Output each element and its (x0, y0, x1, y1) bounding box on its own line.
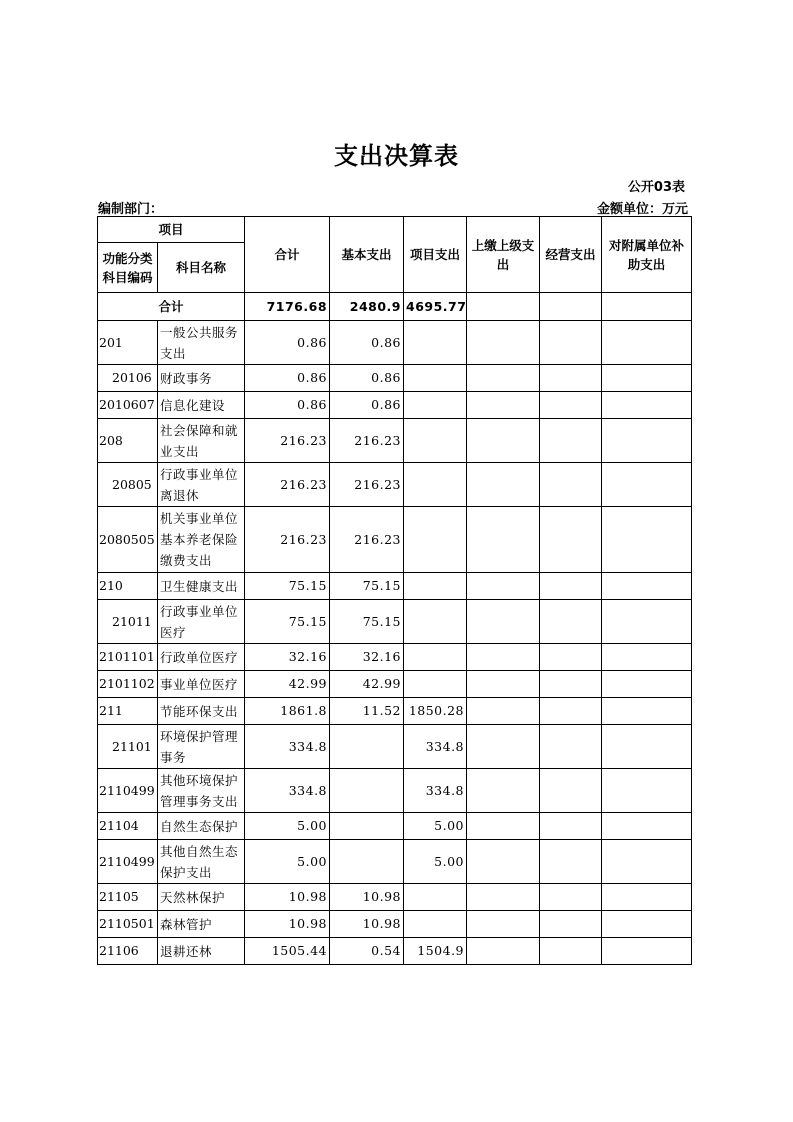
unit-label: 金额单位：万元 (596, 202, 688, 217)
code-cell: 2010607 (98, 392, 158, 419)
subsidiary-cell (602, 671, 692, 698)
name-cell: 天然林保护 (158, 884, 245, 911)
subsidiary-cell (602, 698, 692, 725)
business-cell (540, 463, 602, 507)
basic-cell: 75.15 (330, 573, 404, 600)
name-cell: 行政单位医疗 (158, 644, 245, 671)
name-cell: 森林管护 (158, 911, 245, 938)
basic-cell: 10.98 (330, 884, 404, 911)
project-cell (404, 392, 467, 419)
subsidiary-cell (602, 644, 692, 671)
table-row (98, 573, 692, 600)
basic-cell: 0.86 (330, 321, 404, 365)
subsidiary-cell (602, 938, 692, 965)
business-cell (540, 644, 602, 671)
subsidiary-cell (602, 365, 692, 392)
total-total: 7176.68 (245, 293, 330, 321)
basic-cell: 0.86 (330, 392, 404, 419)
superior-cell (467, 769, 540, 813)
header-basic: 基本支出 (330, 217, 404, 293)
total-cell: 75.15 (245, 573, 330, 600)
superior-cell (467, 419, 540, 463)
basic-cell: 216.23 (330, 463, 404, 507)
total-superior (467, 293, 540, 321)
project-cell (404, 419, 467, 463)
business-cell (540, 884, 602, 911)
project-cell (404, 600, 467, 644)
subsidiary-cell (602, 507, 692, 573)
project-cell: 5.00 (404, 840, 467, 884)
table-row (98, 840, 692, 884)
code-cell: 2101102 (98, 671, 158, 698)
total-business (540, 293, 602, 321)
header-superior: 上缴上级支出 (467, 217, 540, 293)
project-cell (404, 911, 467, 938)
business-cell (540, 507, 602, 573)
basic-cell (330, 840, 404, 884)
total-label: 合计 (98, 293, 245, 321)
header-business: 经营支出 (540, 217, 602, 293)
code-cell: 210 (98, 573, 158, 600)
total-cell: 10.98 (245, 911, 330, 938)
project-cell (404, 321, 467, 365)
total-cell: 216.23 (245, 419, 330, 463)
total-cell: 334.8 (245, 769, 330, 813)
table-row (98, 671, 692, 698)
project-cell: 334.8 (404, 725, 467, 769)
header-project: 项目 (98, 217, 245, 243)
code-cell: 2110499 (98, 769, 158, 813)
name-cell: 自然生态保护 (158, 813, 245, 840)
business-cell (540, 671, 602, 698)
business-cell (540, 911, 602, 938)
name-cell: 一般公共服务支出 (158, 321, 245, 365)
subsidiary-cell (602, 463, 692, 507)
total-cell: 5.00 (245, 813, 330, 840)
basic-cell: 75.15 (330, 600, 404, 644)
project-cell (404, 463, 467, 507)
basic-cell: 216.23 (330, 419, 404, 463)
project-cell (404, 507, 467, 573)
subsidiary-cell (602, 392, 692, 419)
table-row (98, 365, 692, 392)
superior-cell (467, 813, 540, 840)
name-cell: 其他自然生态保护支出 (158, 840, 245, 884)
name-cell: 社会保障和就业支出 (158, 419, 245, 463)
project-cell (404, 365, 467, 392)
name-cell: 其他环境保护管理事务支出 (158, 769, 245, 813)
superior-cell (467, 573, 540, 600)
total-cell: 1861.8 (245, 698, 330, 725)
total-basic: 2480.9 (330, 293, 404, 321)
total-cell: 10.98 (245, 884, 330, 911)
basic-cell: 0.86 (330, 365, 404, 392)
superior-cell (467, 698, 540, 725)
form-number: 公开03表 (627, 180, 685, 195)
total-project: 4695.77 (404, 293, 467, 321)
total-cell: 42.99 (245, 671, 330, 698)
header-func-code: 功能分类科目编码 (98, 243, 158, 293)
table-row (98, 463, 692, 507)
basic-cell (330, 725, 404, 769)
name-cell: 退耕还林 (158, 938, 245, 965)
subsidiary-cell (602, 911, 692, 938)
superior-cell (467, 840, 540, 884)
superior-cell (467, 938, 540, 965)
subsidiary-cell (602, 884, 692, 911)
total-row (98, 293, 692, 321)
project-cell: 1504.9 (404, 938, 467, 965)
total-cell: 0.86 (245, 321, 330, 365)
superior-cell (467, 600, 540, 644)
table-row (98, 392, 692, 419)
basic-cell (330, 813, 404, 840)
total-cell: 1505.44 (245, 938, 330, 965)
basic-cell: 216.23 (330, 507, 404, 573)
business-cell (540, 840, 602, 884)
name-cell: 财政事务 (158, 365, 245, 392)
business-cell (540, 392, 602, 419)
basic-cell (330, 769, 404, 813)
project-cell (404, 671, 467, 698)
business-cell (540, 321, 602, 365)
superior-cell (467, 671, 540, 698)
code-cell: 21011 (98, 600, 158, 644)
code-cell: 20106 (98, 365, 158, 392)
project-cell (404, 573, 467, 600)
code-cell: 201 (98, 321, 158, 365)
table-row (98, 600, 692, 644)
basic-cell: 11.52 (330, 698, 404, 725)
subsidiary-cell (602, 321, 692, 365)
business-cell (540, 600, 602, 644)
total-cell: 334.8 (245, 725, 330, 769)
project-cell (404, 884, 467, 911)
business-cell (540, 365, 602, 392)
superior-cell (467, 911, 540, 938)
header-subject-name: 科目名称 (158, 243, 245, 293)
code-cell: 211 (98, 698, 158, 725)
subsidiary-cell (602, 840, 692, 884)
total-subsidiary (602, 293, 692, 321)
business-cell (540, 419, 602, 463)
table-row (98, 813, 692, 840)
subsidiary-cell (602, 419, 692, 463)
total-cell: 5.00 (245, 840, 330, 884)
code-cell: 2080505 (98, 507, 158, 573)
subsidiary-cell (602, 813, 692, 840)
code-cell: 21101 (98, 725, 158, 769)
table-row (98, 938, 692, 965)
business-cell (540, 769, 602, 813)
basic-cell: 10.98 (330, 911, 404, 938)
total-cell: 216.23 (245, 463, 330, 507)
header-total: 合计 (245, 217, 330, 293)
table-row (98, 725, 692, 769)
basic-cell: 42.99 (330, 671, 404, 698)
name-cell: 节能环保支出 (158, 698, 245, 725)
name-cell: 信息化建设 (158, 392, 245, 419)
code-cell: 2110501 (98, 911, 158, 938)
code-cell: 21104 (98, 813, 158, 840)
code-cell: 208 (98, 419, 158, 463)
table-row (98, 911, 692, 938)
code-cell: 2101101 (98, 644, 158, 671)
header-subsidiary: 对附属单位补助支出 (602, 217, 692, 293)
basic-cell: 0.54 (330, 938, 404, 965)
total-cell: 75.15 (245, 600, 330, 644)
basic-cell: 32.16 (330, 644, 404, 671)
table-row (98, 507, 692, 573)
table-row (98, 644, 692, 671)
superior-cell (467, 644, 540, 671)
business-cell (540, 573, 602, 600)
total-cell: 0.86 (245, 392, 330, 419)
total-cell: 32.16 (245, 644, 330, 671)
total-cell: 216.23 (245, 507, 330, 573)
subsidiary-cell (602, 725, 692, 769)
business-cell (540, 725, 602, 769)
table-row (98, 698, 692, 725)
header-project-expense: 项目支出 (404, 217, 467, 293)
business-cell (540, 813, 602, 840)
code-cell: 21106 (98, 938, 158, 965)
project-cell: 5.00 (404, 813, 467, 840)
superior-cell (467, 392, 540, 419)
business-cell (540, 698, 602, 725)
superior-cell (467, 725, 540, 769)
subsidiary-cell (602, 600, 692, 644)
name-cell: 事业单位医疗 (158, 671, 245, 698)
name-cell: 机关事业单位基本养老保险缴费支出 (158, 507, 245, 573)
subsidiary-cell (602, 769, 692, 813)
code-cell: 21105 (98, 884, 158, 911)
table-row (98, 769, 692, 813)
expenditure-table (97, 216, 692, 965)
table-row (98, 321, 692, 365)
superior-cell (467, 365, 540, 392)
project-cell: 334.8 (404, 769, 467, 813)
table-row (98, 884, 692, 911)
superior-cell (467, 463, 540, 507)
name-cell: 卫生健康支出 (158, 573, 245, 600)
total-cell: 0.86 (245, 365, 330, 392)
business-cell (540, 938, 602, 965)
superior-cell (467, 321, 540, 365)
code-cell: 20805 (98, 463, 158, 507)
page-title: 支出决算表 (334, 142, 459, 170)
table-row (98, 419, 692, 463)
superior-cell (467, 884, 540, 911)
project-cell (404, 644, 467, 671)
department-label: 编制部门： (98, 202, 164, 217)
subsidiary-cell (602, 573, 692, 600)
superior-cell (467, 507, 540, 573)
name-cell: 行政事业单位离退休 (158, 463, 245, 507)
code-cell: 2110499 (98, 840, 158, 884)
name-cell: 行政事业单位医疗 (158, 600, 245, 644)
name-cell: 环境保护管理事务 (158, 725, 245, 769)
project-cell: 1850.28 (404, 698, 467, 725)
